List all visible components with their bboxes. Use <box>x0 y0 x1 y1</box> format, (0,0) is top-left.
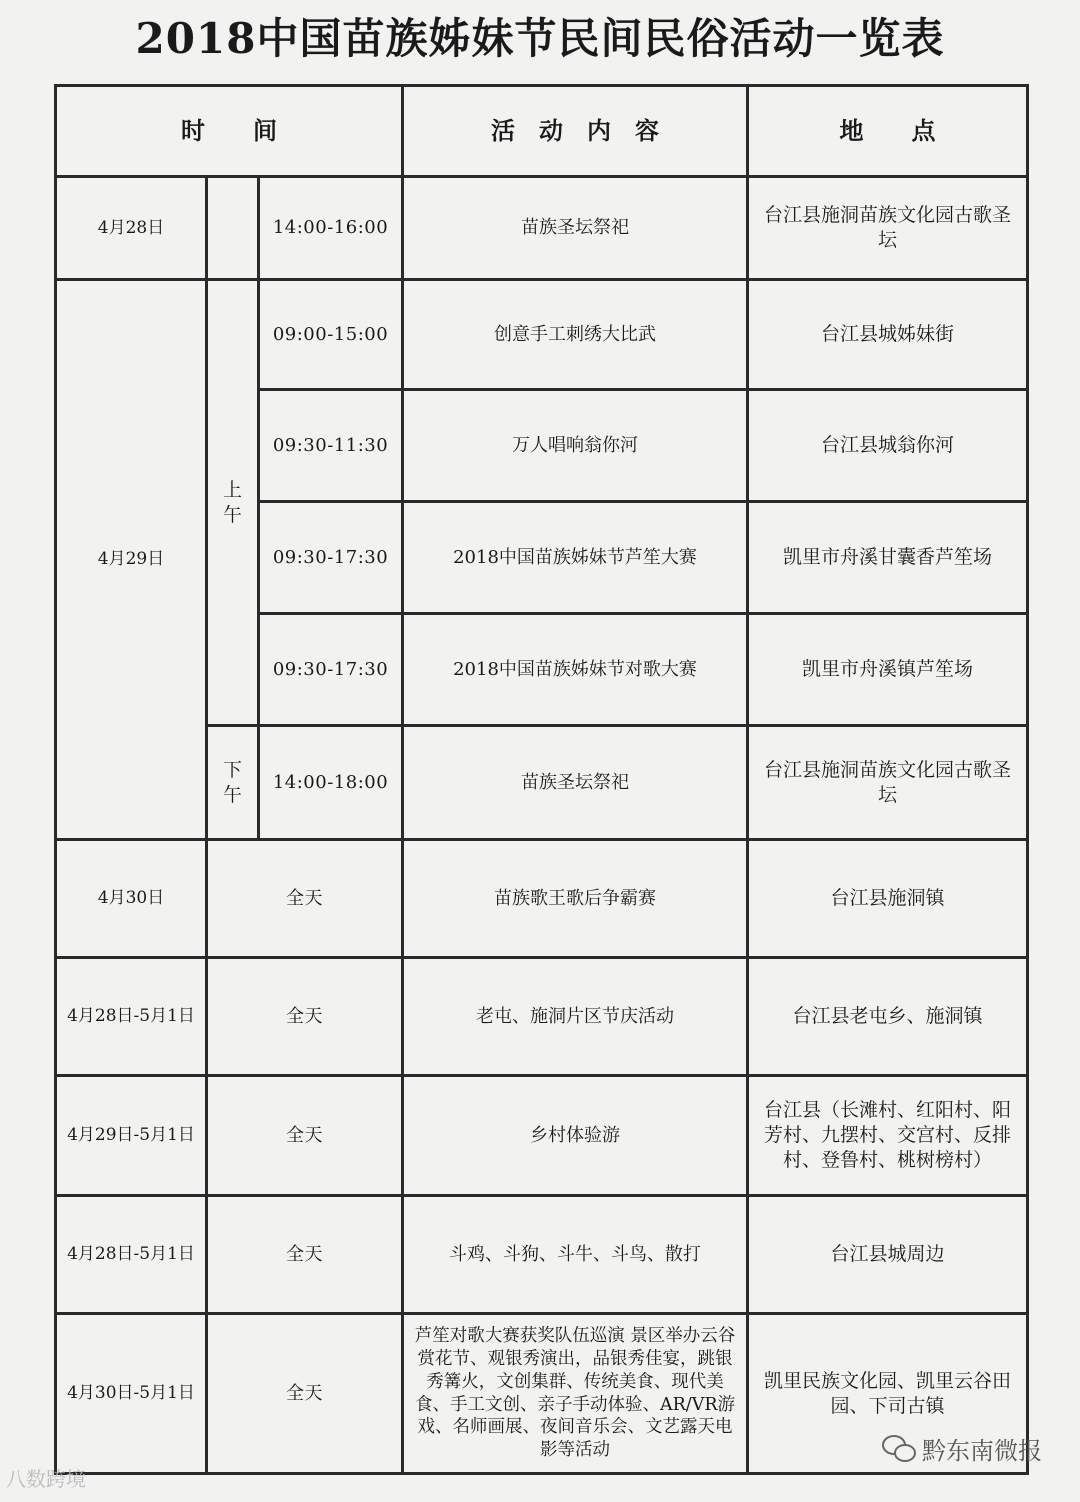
time-cell: 全天 <box>207 1314 403 1474</box>
date-cell: 4月30日-5月1日 <box>56 1314 207 1474</box>
location-cell: 台江县（长滩村、红阳村、阳芳村、九摆村、交宫村、反排村、登鲁村、桃树榜村） <box>748 1076 1028 1196</box>
table-row <box>56 840 1028 958</box>
date-cell: 4月30日 <box>56 840 207 958</box>
date-cell: 4月28日-5月1日 <box>56 1196 207 1314</box>
time-cell: 09:00-15:00 <box>259 280 403 390</box>
location-cell: 台江县老屯乡、施洞镇 <box>748 958 1028 1076</box>
date-cell: 4月28日-5月1日 <box>56 958 207 1076</box>
location-cell: 凯里市舟溪甘囊香芦笙场 <box>748 502 1028 614</box>
table-header-row <box>56 86 1028 177</box>
location-cell: 台江县施洞镇 <box>748 840 1028 958</box>
location-cell: 台江县城姊妹街 <box>748 280 1028 390</box>
period-cell <box>207 177 259 280</box>
wechat-icon <box>882 1435 916 1463</box>
table-row <box>56 1196 1028 1314</box>
date-cell: 4月29日-5月1日 <box>56 1076 207 1196</box>
location-cell: 凯里民族文化园、凯里云谷田园、下司古镇 <box>748 1314 1028 1474</box>
watermark-right-text: 黔东南微报 <box>922 1437 1042 1465</box>
location-cell: 台江县施洞苗族文化园古歌圣坛 <box>748 726 1028 840</box>
page-title: 2018中国苗族姊妹节民间民俗活动一览表 <box>135 14 945 63</box>
activity-cell: 芦笙对歌大赛获奖队伍巡演 景区举办云谷赏花节、观银秀演出，品银秀佳宴，跳银秀篝火，文创集群、传统美食、现代美食、手工文创、亲子手动体验、AR/VR游戏、名师画展、夜间音乐会、文艺露天电影等活动 <box>403 1314 748 1474</box>
location-cell: 凯里市舟溪镇芦笙场 <box>748 614 1028 726</box>
time-cell: 14:00-16:00 <box>259 177 403 280</box>
activity-cell: 苗族圣坛祭祀 <box>403 177 748 280</box>
table-row <box>56 280 1028 390</box>
activity-cell: 创意手工刺绣大比武 <box>403 280 748 390</box>
period-cell: 下午 <box>207 726 259 840</box>
watermark-left: 八数跨境 <box>6 1467 86 1491</box>
location-cell: 台江县施洞苗族文化园古歌圣坛 <box>748 177 1028 280</box>
date-cell: 4月29日 <box>56 280 207 840</box>
time-cell: 全天 <box>207 1196 403 1314</box>
time-cell: 全天 <box>207 840 403 958</box>
activity-cell: 2018中国苗族姊妹节芦笙大赛 <box>403 502 748 614</box>
time-cell: 14:00-18:00 <box>259 726 403 840</box>
table-row <box>56 1076 1028 1196</box>
time-cell: 全天 <box>207 958 403 1076</box>
activity-cell: 苗族歌王歌后争霸赛 <box>403 840 748 958</box>
activity-cell: 苗族圣坛祭祀 <box>403 726 748 840</box>
activity-cell: 万人唱响翁你河 <box>403 390 748 502</box>
header-time: 时 间 <box>56 86 403 177</box>
activity-cell: 2018中国苗族姊妹节对歌大赛 <box>403 614 748 726</box>
time-cell: 09:30-17:30 <box>259 614 403 726</box>
schedule-table <box>54 84 1029 1475</box>
table-row <box>56 177 1028 280</box>
header-location: 地 点 <box>748 86 1028 177</box>
time-cell: 全天 <box>207 1076 403 1196</box>
period-cell: 上午 <box>207 280 259 726</box>
header-activity: 活 动 内 容 <box>403 86 748 177</box>
time-cell: 09:30-11:30 <box>259 390 403 502</box>
activity-cell: 斗鸡、斗狗、斗牛、斗鸟、散打 <box>403 1196 748 1314</box>
location-cell: 台江县城翁你河 <box>748 390 1028 502</box>
location-cell: 台江县城周边 <box>748 1196 1028 1314</box>
activity-cell: 乡村体验游 <box>403 1076 748 1196</box>
activity-cell: 老屯、施洞片区节庆活动 <box>403 958 748 1076</box>
date-cell: 4月28日 <box>56 177 207 280</box>
watermark-right <box>882 1431 1042 1466</box>
time-cell: 09:30-17:30 <box>259 502 403 614</box>
table-row <box>56 958 1028 1076</box>
